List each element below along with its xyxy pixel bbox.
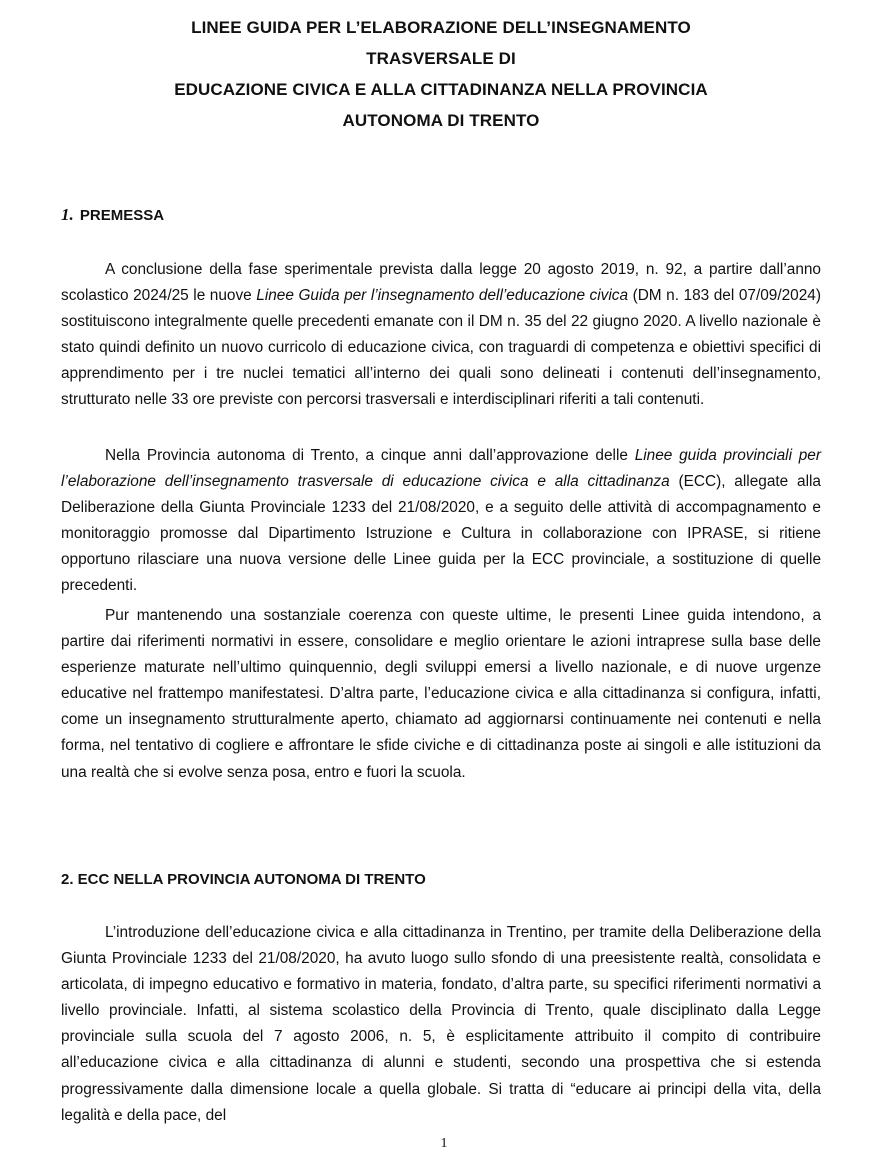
title-line-4: AUTONOMA DI TRENTO (342, 111, 540, 130)
paragraph-text: (DM n. 183 del 07/09/2024) sostituiscono integralmente quelle precedenti emanate con il DM n. 35 del 22 giugno 2020. A livello nazionale è stato quindi definito un nuovo curricolo di educazione civica, con traguardi di competenza e obiettivi specifici di apprendimento per i tre nuclei tematici all’interno dei quali sono delineati i contenuti dell’insegnamento, strutturato nelle 33 ore previste con percorsi trasversali e interdisciplinari riferiti a tali contenuti. (61, 287, 821, 409)
paragraph-text: Nella Provincia autonoma di Trento, a cinque anni dall’approvazione delle (105, 447, 635, 464)
section-1-number: 1. (61, 205, 74, 224)
section-2-heading: 2. ECC NELLA PROVINCIA AUTONOMA DI TRENTO (61, 871, 426, 888)
title-line-1: LINEE GUIDA PER L’ELABORAZIONE DELL’INSEGNAMENTO (191, 18, 691, 37)
paragraph-text: (ECC), allegate alla Deliberazione della Giunta Provinciale 1233 del 21/08/2020, e a seguito delle attività di accompagnamento e monitoraggio promosse dal Dipartimento Istruzione e Cultura in collaborazione con IPRASE, si ritiene opportuno rilasciare una nuova versione delle Linee guida per la ECC provinciale, a sostituzione di quelle precedenti. (61, 473, 821, 595)
section-1-paragraph-1 (61, 257, 821, 414)
section-1-title: PREMESSA (79, 207, 165, 224)
section-1-paragraph-2 (61, 443, 821, 600)
page-number: 1 (440, 1136, 448, 1151)
italic-reference: Linee Guida per l’insegnamento dell’educazione civica (256, 287, 629, 305)
title-line-3: EDUCAZIONE CIVICA E ALLA CITTADINANZA NELLA PROVINCIA (174, 80, 708, 99)
document-title (60, 12, 822, 136)
section-1-paragraph-3: Pur mantenendo una sostanziale coerenza con queste ultime, le presenti Linee guida intendono, a partire dai riferimenti normativi in essere, consolidare e meglio orientare le azioni intraprese sulla base delle esperienze maturate nell’ultimo quinquennio, degli sviluppi emersi a livello nazionale, e di nuove urgenze educative nel frattempo manifestatesi. D’altra parte, l’educazione civica e alla cittadinanza si configura, infatti, come un insegnamento strutturalmente aperto, chiamato ad aggiornarsi continuamente nei contenuti e nella forma, nel tentativo di cogliere e affrontare le sfide civiche e di cittadinanza poste ai singoli e alle istituzioni da una realtà che si evolve senza posa, entro e fuori la scuola. (61, 607, 821, 781)
paragraph-text: A conclusione della fase sperimentale prevista dalla legge 20 agosto 2019, n. 92, a partire dall’anno scolastico 2024/25 le nuove (61, 261, 821, 305)
title-line-2: TRASVERSALE DI (366, 49, 516, 68)
section-2-paragraph-1: L’introduzione dell’educazione civica e alla cittadinanza in Trentino, per tramite della Deliberazione della Giunta Provinciale 1233 del 21/08/2020, ha avuto luogo sullo sfondo di una preesistente realtà, consolidata e articolata, di impegno educativo e formativo in materia, fondato, d’altra parte, su specifici riferimenti normativi a livello provinciale. Infatti, al sistema scolastico della Provincia di Trento, quale disciplinato dalla Legge provinciale sulla scuola del 7 agosto 2006, n. 5, è esplicitamente attribuito il compito di contribuire all’educazione civica e alla cittadinanza di alunni e studenti, secondo una prospettiva che si estenda progressivamente dalla dimensione locale a quella globale. Si tratta di “educare ai principi della vita, della legalità e della pace, del (61, 924, 821, 1124)
italic-reference: Linee guida provinciali per l’elaborazione dell’insegnamento trasversale di educazione civica e alla cittadinanza (61, 447, 821, 491)
section-1-heading (61, 205, 164, 226)
